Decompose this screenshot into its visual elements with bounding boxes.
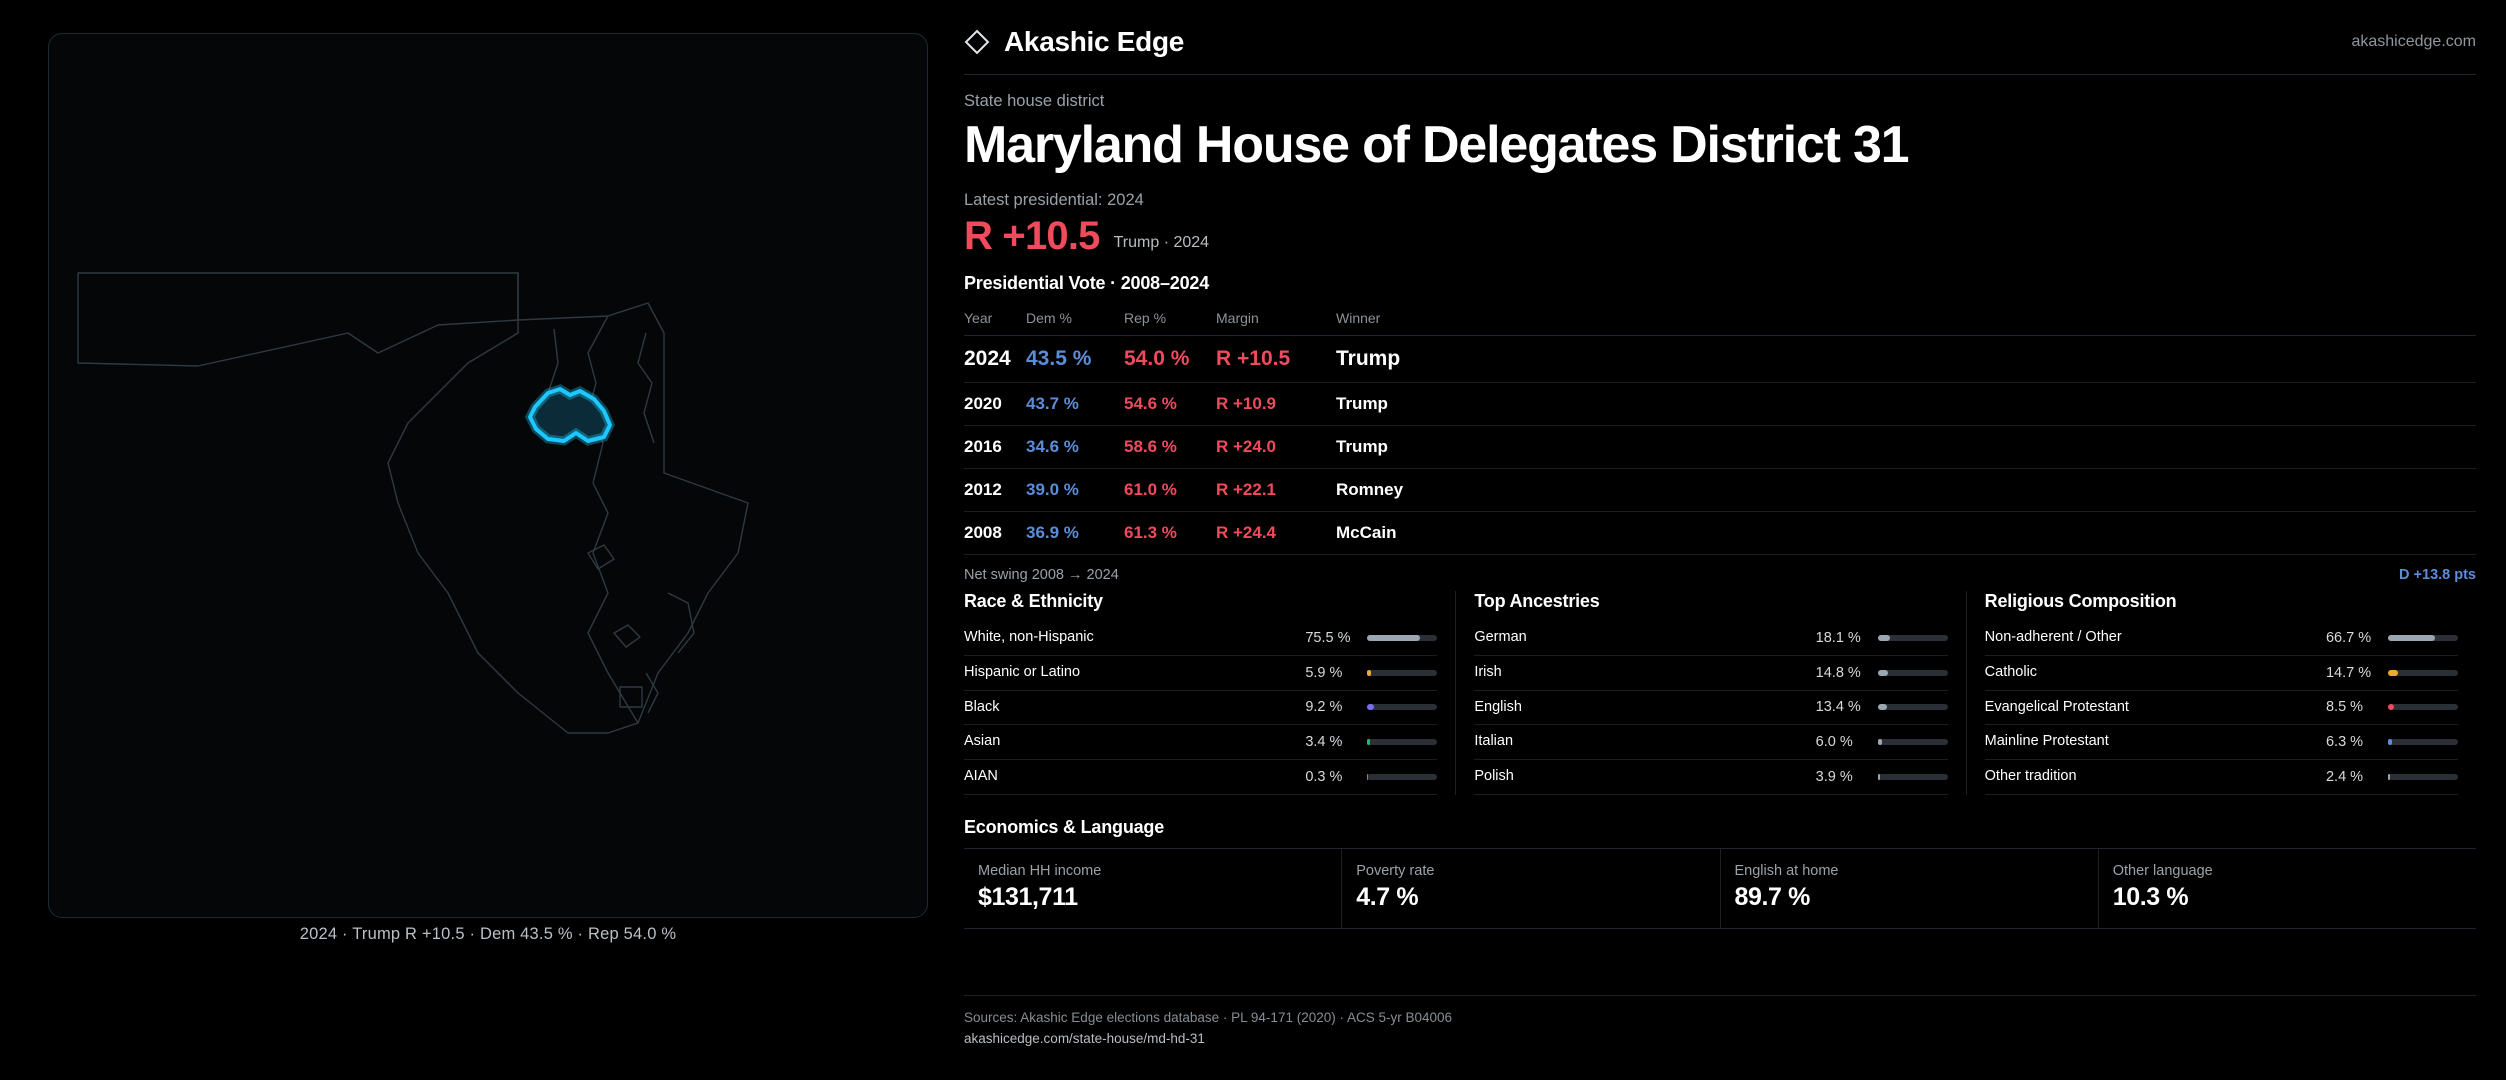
row-label: Italian: [1474, 733, 1514, 750]
row-label: Polish: [1474, 768, 1514, 785]
col-dem: Dem %: [1026, 304, 1124, 336]
row-bar: [2388, 635, 2458, 641]
stat-value: 10.3 %: [2112, 882, 2189, 911]
list-item: [1985, 760, 2458, 795]
list-item: [1474, 725, 1947, 760]
religious-composition-column: [1966, 591, 2476, 794]
row-bar: [1878, 774, 1948, 780]
row-bar: [1367, 739, 1437, 745]
row-label: Black: [964, 698, 1000, 715]
stat-label: Poverty rate: [1356, 862, 1435, 879]
cell-margin: R +24.4: [1216, 512, 1336, 555]
sources-line: Sources: Akashic Edge elections database · PL 94-171 (2020) · ACS 5-yr B04006: [964, 1010, 1453, 1025]
row-bar: [1878, 670, 1948, 676]
row-label: Irish: [1474, 663, 1502, 680]
row-bar: [2388, 670, 2458, 676]
cell-winner: Romney: [1336, 469, 2476, 512]
row-bar: [1878, 635, 1948, 641]
stat-other-language: [2098, 849, 2476, 928]
stat-label: Median HH income: [978, 862, 1102, 879]
list-item: [964, 691, 1437, 726]
row-bar: [1878, 704, 1948, 710]
demographics-columns: [964, 591, 2476, 794]
col-rep: Rep %: [1124, 304, 1216, 336]
col-year: Year: [964, 304, 1026, 336]
cell-rep: 54.0 %: [1124, 336, 1216, 383]
cell-winner: Trump: [1336, 336, 2476, 383]
col-margin: Margin: [1216, 304, 1336, 336]
cell-dem: 43.7 %: [1026, 383, 1124, 426]
cell-rep: 58.6 %: [1124, 426, 1216, 469]
row-label: German: [1474, 629, 1527, 646]
net-swing-value: D +13.8 pts: [2399, 567, 2476, 584]
top-ancestries-column: [1455, 591, 1965, 794]
list-item: [1474, 621, 1947, 656]
list-item: [1474, 656, 1947, 691]
row-value: 75.5 %: [1305, 630, 1351, 647]
cell-winner: Trump: [1336, 383, 2476, 426]
row-value: 3.4 %: [1305, 734, 1343, 751]
cell-rep: 61.0 %: [1124, 469, 1216, 512]
headline-margin: [964, 214, 2476, 259]
cell-rep: 54.6 %: [1124, 383, 1216, 426]
sources-url[interactable]: akashicedge.com/state-house/md-hd-31: [964, 1031, 1205, 1046]
row-bar: [2388, 774, 2458, 780]
religious-composition-title: Religious Composition: [1984, 591, 2177, 612]
net-swing-label: Net swing 2008 → 2024: [964, 567, 1119, 584]
row-bar: [1367, 670, 1437, 676]
net-swing-row: [964, 555, 2476, 589]
headline-margin-sub: Trump · 2024: [1113, 234, 1210, 252]
cell-winner: Trump: [1336, 426, 2476, 469]
row-value: 5.9 %: [1305, 664, 1343, 681]
list-item: [1474, 760, 1947, 795]
row-label: Catholic: [1984, 663, 2038, 680]
row-label: Mainline Protestant: [1984, 733, 2109, 750]
sources-block: [964, 995, 2476, 1046]
cell-margin: R +22.1: [1216, 469, 1336, 512]
cell-year: 2012: [964, 469, 1026, 512]
page-title: Maryland House of Delegates District 31: [964, 116, 1909, 174]
table-header-row: [964, 304, 2476, 336]
row-value: 14.8 %: [1815, 664, 1861, 681]
row-label: Asian: [964, 733, 1001, 750]
row-value: 13.4 %: [1815, 699, 1861, 716]
table-row: [964, 469, 2476, 512]
row-label: AIAN: [964, 768, 998, 785]
cell-winner: McCain: [1336, 512, 2476, 555]
cell-year: 2016: [964, 426, 1026, 469]
table-row: [964, 426, 2476, 469]
row-value: 14.7 %: [2325, 664, 2372, 681]
list-item: [964, 656, 1437, 691]
cell-rep: 61.3 %: [1124, 512, 1216, 555]
map-panel: [0, 0, 940, 1080]
list-item: [964, 621, 1437, 656]
cell-margin: R +10.9: [1216, 383, 1336, 426]
brand-name: Akashic Edge: [1004, 26, 1185, 57]
headline-margin-value: R +10.5: [964, 214, 1100, 259]
row-value: 18.1 %: [1815, 630, 1861, 647]
row-label: Hispanic or Latino: [964, 663, 1081, 680]
row-value: 0.3 %: [1305, 768, 1343, 785]
list-item: [964, 760, 1437, 795]
list-item: [964, 725, 1437, 760]
stat-value: 89.7 %: [1734, 882, 1810, 911]
map-caption: 2024 · Trump R +10.5 · Dem 43.5 % · Rep 54.0 %: [299, 925, 677, 943]
stat-value: 4.7 %: [1356, 882, 1419, 911]
race-ethnicity-column: [964, 591, 1455, 794]
row-value: 66.7 %: [2325, 630, 2372, 647]
cell-margin: R +10.5: [1216, 336, 1336, 383]
data-panel: [940, 0, 2506, 1080]
table-row: [964, 336, 2476, 383]
cell-year: 2020: [964, 383, 1026, 426]
row-value: 3.9 %: [1815, 768, 1853, 785]
list-item: [1985, 725, 2458, 760]
cell-dem: 34.6 %: [1026, 426, 1124, 469]
row-label: Other tradition: [1984, 768, 2077, 785]
row-bar: [1367, 774, 1437, 780]
page-kicker: State house district: [964, 92, 1105, 110]
results-section-title: Presidential Vote · 2008–2024: [964, 273, 1210, 294]
stat-median-hh-income: [964, 849, 1341, 928]
stat-english-at-home: [1720, 849, 2098, 928]
row-bar: [2388, 704, 2458, 710]
list-item: [1985, 656, 2458, 691]
row-value: 6.0 %: [1815, 734, 1853, 751]
stat-label: Other language: [2112, 862, 2213, 879]
row-bar: [1878, 739, 1948, 745]
stat-label: English at home: [1734, 862, 1839, 879]
table-row: [964, 383, 2476, 426]
economics-title: Economics & Language: [964, 816, 1165, 837]
row-value: 2.4 %: [2325, 768, 2364, 785]
diamond-icon: [964, 29, 990, 55]
cell-dem: 36.9 %: [1026, 512, 1124, 555]
col-winner: Winner: [1336, 304, 2476, 336]
row-value: 9.2 %: [1305, 699, 1343, 716]
stat-poverty-rate: [1341, 849, 1719, 928]
latest-presidential-label: Latest presidential: 2024: [964, 191, 1144, 210]
row-value: 6.3 %: [2325, 734, 2364, 751]
row-label: Non-adherent / Other: [1984, 629, 2122, 646]
list-item: [1985, 691, 2458, 726]
cell-year: 2008: [964, 512, 1026, 555]
top-ancestries-title: Top Ancestries: [1474, 591, 1600, 612]
row-label: English: [1474, 698, 1522, 715]
cell-margin: R +24.0: [1216, 426, 1336, 469]
stat-value: $131,711: [978, 882, 1078, 911]
economics-row: [964, 848, 2476, 929]
row-label: Evangelical Protestant: [1984, 698, 2129, 715]
presidential-results-table: [964, 304, 2476, 555]
cell-dem: 39.0 %: [1026, 469, 1124, 512]
brand-row: [964, 26, 2476, 75]
race-ethnicity-title: Race & Ethnicity: [964, 591, 1103, 612]
cell-dem: 43.5 %: [1026, 336, 1124, 383]
row-bar: [2388, 739, 2458, 745]
brand-left: [964, 26, 1184, 58]
row-bar: [1367, 635, 1437, 641]
row-label: White, non-Hispanic: [964, 629, 1094, 646]
row-value: 8.5 %: [2325, 699, 2364, 716]
cell-year: 2024: [964, 336, 1026, 383]
maryland-map[interactable]: [48, 33, 928, 918]
table-row: [964, 512, 2476, 555]
list-item: [1474, 691, 1947, 726]
row-bar: [1367, 704, 1437, 710]
brand-url: akashicedge.com: [2351, 33, 2476, 50]
list-item: [1985, 621, 2458, 656]
